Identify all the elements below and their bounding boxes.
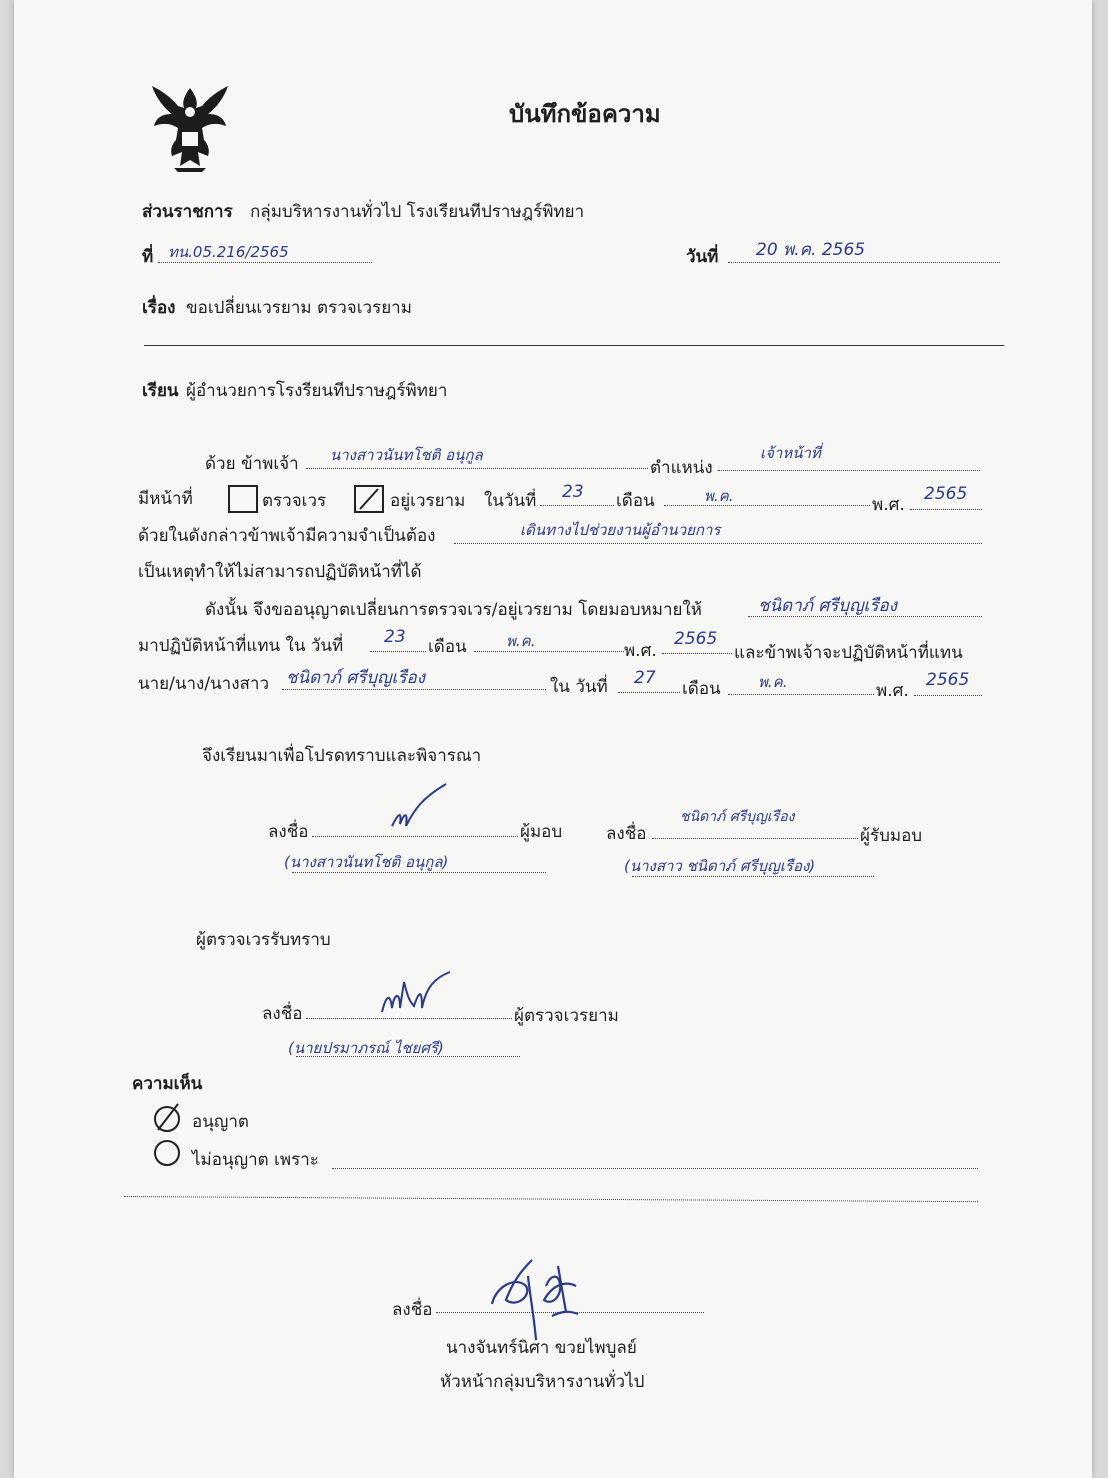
reason-value: เดินทางไปช่วยงานผู้อำนวยการ [520, 521, 721, 539]
duty-month: พ.ค. [704, 487, 734, 505]
ref-label: ที่ [142, 247, 154, 267]
checkbox-inspect[interactable] [228, 485, 258, 513]
receiver-name: (นางสาว ชนิดาภ์ ศรีบุญเรือง) [624, 857, 816, 875]
return-prefix: นาย/นาง/นางสาว [138, 674, 269, 694]
return-year: 2565 [926, 670, 970, 690]
replace-year-label: พ.ศ. [624, 641, 657, 661]
ref-value: ทน.05.216/2565 [168, 243, 289, 261]
approve-check-mark [152, 1100, 184, 1134]
replace-year-line [662, 653, 732, 654]
onday-label: ในวันที่ [484, 491, 537, 511]
return-day: 27 [634, 668, 656, 688]
closing-text: จึงเรียนมาเพื่อโปรดทราบและพิจารณา [202, 746, 482, 766]
date-label: วันที่ [686, 247, 719, 267]
head-signature [486, 1256, 606, 1346]
receiver-sign-label: ลงชื่อ [606, 824, 647, 844]
replace-month-label: เดือน [428, 637, 467, 657]
reason-line [454, 543, 982, 544]
duty-day: 23 [562, 482, 584, 502]
dept-label: ส่วนราชการ [142, 202, 233, 222]
head-sign-label: ลงชื่อ [392, 1300, 433, 1320]
inspector-ack: ผู้ตรวจเวรรับทราบ [196, 930, 331, 950]
head-name: นางจันทร์นิศา ขวยไพบูลย์ [446, 1338, 637, 1358]
duty-label: มีหน้าที่ [138, 489, 193, 509]
cause-text: เป็นเหตุทำให้ไม่สามารถปฏิบัติหน้าที่ได้ [138, 562, 422, 582]
giver-signature [384, 780, 454, 836]
return-day-line [618, 692, 680, 693]
return-month: พ.ค. [758, 673, 788, 691]
approve-label: อนุญาต [192, 1112, 249, 1132]
opt-inspect-label: ตรวจเวร [262, 491, 327, 511]
duty-year: 2565 [924, 484, 968, 504]
giver-name: (นางสาวนันทโชติ อนุกูล) [284, 853, 449, 871]
dept-value: กลุ่มบริหารงานทั่วไป โรงเรียนทีปราษฎร์พิทยา [250, 202, 585, 222]
replace-month: พ.ค. [506, 632, 536, 650]
duty-month-line [664, 505, 870, 506]
to-value: ผู้อำนวยการโรงรียนทีปราษฎร์พิทยา [186, 381, 448, 401]
inspector-name: (นายปรมาภรณ์ ไชยศรี) [288, 1039, 444, 1057]
replace-month-line [474, 651, 624, 652]
inspector-name-line [296, 1056, 520, 1057]
position-label: ตำแหน่ง [650, 458, 713, 478]
deny-radio[interactable] [154, 1140, 180, 1166]
inspector-signature [378, 968, 454, 1020]
position-value: เจ้าหน้าที่ [760, 444, 821, 462]
receiver-signature-text: ชนิดาภ์ ศรีบุญเรือง [680, 809, 795, 825]
guard-check-mark [354, 485, 384, 513]
return-year-line [914, 695, 982, 696]
receiver-role: ผู้รับมอบ [860, 826, 923, 846]
opinion-label: ความเห็น [132, 1074, 203, 1094]
duty-month-label: เดือน [616, 491, 655, 511]
header-divider [144, 345, 1004, 346]
deny-label: ไม่อนุญาต เพราะ [192, 1150, 319, 1170]
return-month-label: เดือน [682, 679, 721, 699]
replace-prefix: มาปฏิบัติหน้าที่แทน ใน วันที่ [138, 636, 344, 656]
receiver-name-line [632, 876, 874, 877]
delegate-name: ชนิดาภ์ ศรีบุญเรือง [758, 596, 898, 616]
return-year-label: พ.ศ. [876, 681, 909, 701]
giver-sign-line [312, 836, 518, 837]
head-title: หัวหน้ากลุ่มบริหารงานทั่วไป [440, 1372, 645, 1392]
return-name: ชนิดาภ์ ศรีบุญเรือง [286, 668, 426, 688]
opt-guard-label: อยู่เวรยาม [390, 491, 466, 511]
duty-day-line [540, 505, 614, 506]
inspector-sign-label: ลงชื่อ [262, 1004, 303, 1024]
deny-reason-line [332, 1168, 978, 1169]
date-value: 20 พ.ค. 2565 [756, 240, 866, 260]
line1-prefix: ด้วย ข้าพเจ้า [205, 454, 299, 474]
reason-prefix: ด้วยในดังกล่าวข้าพเจ้ามีความจำเป็นต้อง [138, 526, 436, 546]
return-month-line [728, 694, 874, 695]
replace-suffix: และข้าพเจ้าจะปฏิบัติหน้าที่แทน [734, 643, 963, 663]
subject-value: ขอเปลี่ยนเวรยาม ตรวจเวรยาม [186, 298, 412, 318]
position-line [718, 470, 980, 471]
memo-title: บันทึกข้อความ [509, 100, 661, 128]
replace-year: 2565 [674, 629, 718, 649]
inspector-role: ผู้ตรวจเวรยาม [514, 1006, 619, 1026]
line1-name-line [306, 468, 648, 469]
return-onday-label: ใน วันที่ [550, 677, 608, 697]
replace-day-line [370, 651, 426, 652]
applicant-name: นางสาวนันทโชติ อนุกูล [330, 446, 483, 464]
garuda-emblem [148, 82, 232, 174]
delegate-prefix: ดังนั้น จึงขออนุญาตเปลี่ยนการตรวจเวร/อยู่เวรยาม โดยมอบหมายให้ [205, 600, 702, 620]
giver-name-line [292, 872, 546, 873]
giver-sign-label: ลงชื่อ [268, 822, 309, 842]
duty-year-line [910, 509, 982, 510]
duty-year-label: พ.ศ. [872, 495, 905, 515]
replace-day: 23 [384, 627, 406, 647]
to-label: เรียน [142, 381, 179, 401]
receiver-sign-line [652, 838, 858, 839]
subject-label: เรื่อง [142, 298, 176, 318]
giver-role: ผู้มอบ [520, 822, 563, 842]
